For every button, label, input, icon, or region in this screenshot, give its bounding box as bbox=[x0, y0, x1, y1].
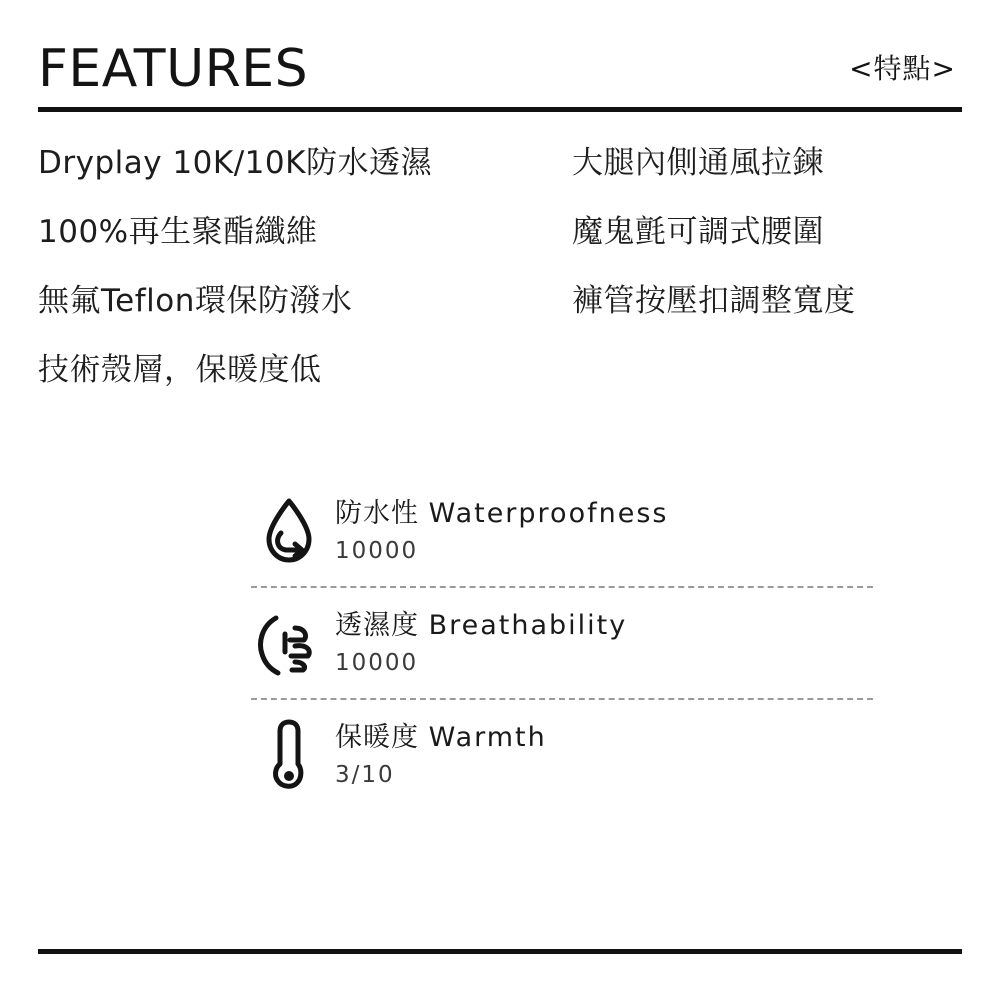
water-drop-icon bbox=[243, 495, 335, 567]
spec-row-warmth bbox=[243, 700, 883, 810]
spec-row-breathability bbox=[243, 588, 883, 698]
footer-divider bbox=[38, 949, 962, 954]
spec-label: 保暖度 Warmth bbox=[335, 721, 547, 753]
feature-item: Dryplay 10K/10K防水透濕 bbox=[38, 144, 432, 181]
spec-label: 透濕度 Breathability bbox=[335, 609, 628, 641]
thermometer-icon bbox=[243, 716, 335, 794]
feature-item: 無氟Teflon環保防潑水 bbox=[38, 282, 353, 319]
spec-row-waterproofness bbox=[243, 476, 883, 586]
spec-value: 10000 bbox=[335, 538, 419, 565]
spec-list bbox=[243, 476, 883, 810]
features-section bbox=[38, 144, 962, 424]
spec-text bbox=[335, 721, 547, 789]
feature-item: 褲管按壓扣調整寬度 bbox=[572, 282, 856, 319]
spec-label: 防水性 Waterproofness bbox=[335, 497, 669, 529]
spec-value: 3/10 bbox=[335, 762, 395, 789]
header-divider bbox=[38, 107, 962, 112]
feature-column-left bbox=[38, 144, 538, 424]
feature-item: 魔鬼氈可調式腰圍 bbox=[572, 213, 824, 250]
spec-text bbox=[335, 609, 627, 677]
feature-item: 技術殼層，保暖度低 bbox=[38, 351, 322, 388]
feature-column-right bbox=[572, 144, 972, 424]
page-subtitle: <特點> bbox=[849, 51, 956, 85]
feature-item: 100%再生聚酯纖維 bbox=[38, 213, 318, 250]
page-title: FEATURES bbox=[38, 39, 309, 99]
header bbox=[38, 0, 962, 105]
feature-item: 大腿內側通風拉鍊 bbox=[572, 144, 824, 181]
spec-value: 10000 bbox=[335, 650, 419, 677]
breathability-icon bbox=[243, 608, 335, 678]
spec-text bbox=[335, 497, 668, 565]
